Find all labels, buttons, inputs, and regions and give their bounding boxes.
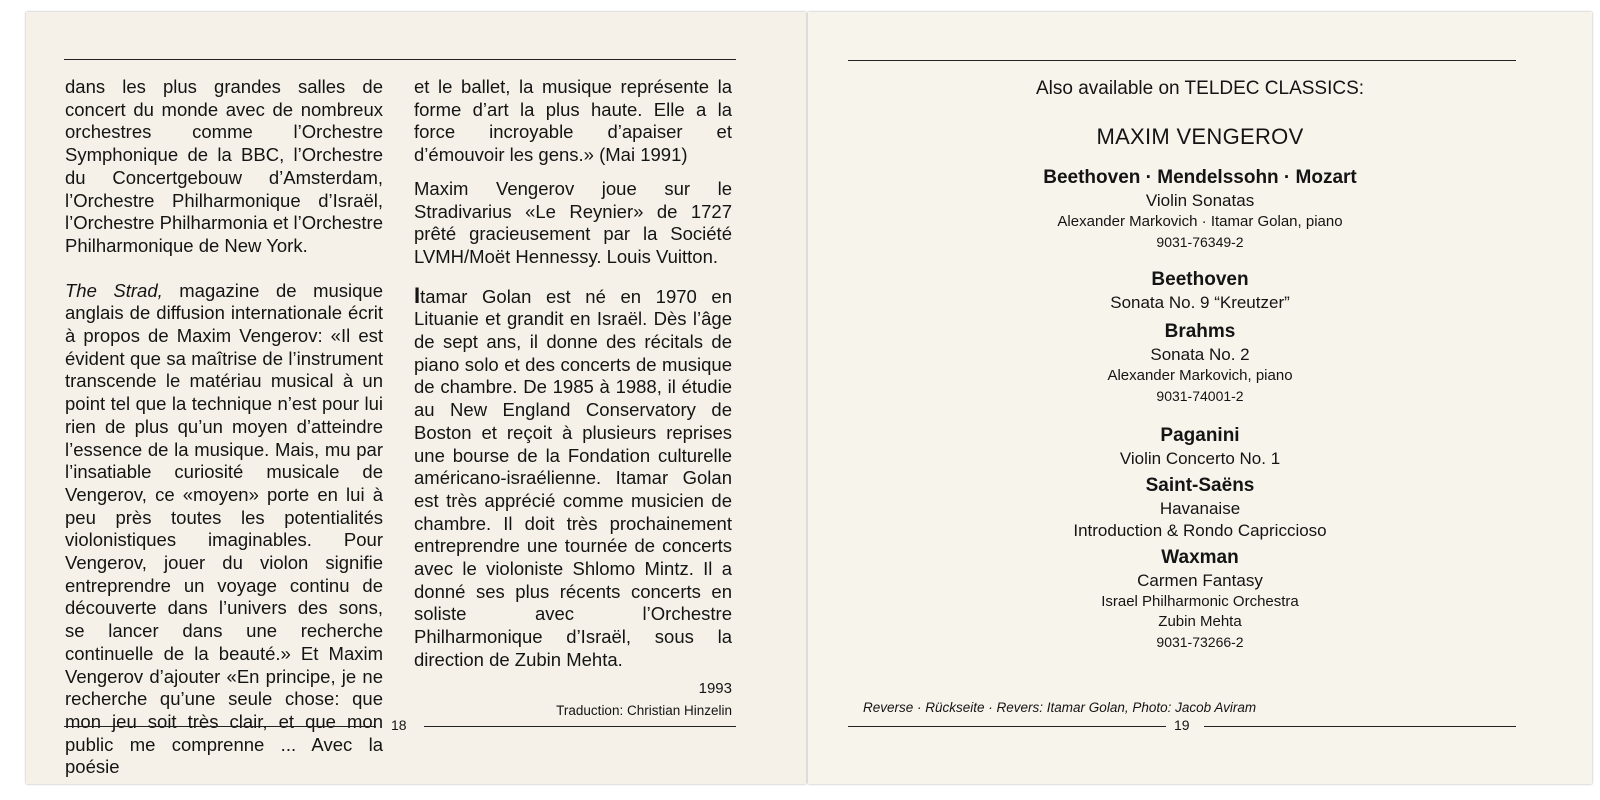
paragraph-strad-text: magazine de musique anglais de diffusion internationale écrit à propos de Maxim Vengerov: «Il est évident que sa maîtrise de l’instrument transcende le matériau musical à un point tel que la technique n’est pour lui rien de plus qu’un moyen d’atteindre l’essence de la musique. Mais, mu par l’insatiable curiosité musicale de Vengerov, ce «moyen» porte en lui à peu près toutes les potentialités violonistiques imaginables. Pour Vengerov, jouer du violon signifie entreprendre un voyage continu de découverte dans l’univers des sons, se lancer dans une recherche continuelle de la beauté.» Et Maxim Vengerov d’ajouter «En principe, je ne recherche qu’une seule chose: que mon jeu soit très clair, et que mon public me comprenne ... Avec la poésie xyxy=(65,279,383,778)
composer: Waxman xyxy=(1161,547,1239,568)
paragraph-itamar-golan xyxy=(414,282,732,672)
composers: Beethoven · Mendelssohn · Mozart xyxy=(1043,167,1357,188)
top-rule xyxy=(64,59,736,60)
work: Sonata No. 2 xyxy=(1150,345,1250,364)
composer: Paganini xyxy=(1160,425,1240,446)
composer: Beethoven xyxy=(1151,269,1249,290)
performers: Alexander Markovich · Itamar Golan, piano xyxy=(1057,213,1343,230)
work: Violin Concerto No. 1 xyxy=(1119,449,1281,468)
year: 1993 xyxy=(698,679,732,697)
bottom-rule-left xyxy=(64,726,376,727)
paragraph-stradivarius: Maxim Vengerov joue sur le Stradivarius «Le Reynier» de 1727 prêté gracieusement par la Société LVMH/Moët Hennessy. Louis Vuitton. xyxy=(414,177,732,267)
paragraph-golan-text: tamar Golan est né en 1970 en Lituanie et grandit en Israël. Dès l’âge de sept ans, il donne des récitals de piano solo et des concerts de musique de chambre. De 1985 à 1988, il étudie au New England Conservatory de Boston et reçoit à plusieurs reprises une bourse de la Fondation culturelle américano-israélienne. Itamar Golan est très apprécié comme musicien de chambre. Il doit très prochainement entreprendre une tournée de concerts avec le violoniste Shlomo Mintz. Il a donné ses plus récents concerts en soliste avec l’Orchestre Philharmonique d’Israël, sous la direction de Zubin Mehta. xyxy=(414,285,732,670)
orchestra: Israel Philharmonic Orchestra xyxy=(1101,593,1299,610)
work: Carmen Fantasy xyxy=(1137,571,1263,590)
release-3 xyxy=(808,424,1592,652)
page-number: 19 xyxy=(1174,717,1190,733)
translation-credit: Traduction: Christian Hinzelin xyxy=(556,703,732,719)
initial-letter: I xyxy=(414,282,421,308)
composer: Saint-Saëns xyxy=(1145,475,1255,496)
page-number: 18 xyxy=(391,717,407,733)
magazine-title: The Strad, xyxy=(65,279,163,301)
left-column xyxy=(65,76,383,779)
right-page xyxy=(808,12,1592,784)
paragraph-orchestras: dans les plus grandes salles de concert du monde avec de nombreux orchestres comme l’Orchestre Symphonique de la BBC, l’Orchestre du Concertgebouw d’Amsterdam, l’Orchestre Philharmonique d’Israël, l’Orchestre Philharmonia et l’Orchestre Philharmonique de New York. xyxy=(65,76,383,256)
left-page xyxy=(26,12,806,784)
catalog-list xyxy=(808,78,1592,652)
photo-caption: Reverse · Rückseite · Revers: Itamar Golan, Photo: Jacob Aviram xyxy=(863,700,1257,715)
release-2 xyxy=(808,268,1592,406)
catalog-number: 9031-76349-2 xyxy=(1156,234,1244,250)
work: Sonata No. 9 “Kreutzer” xyxy=(1110,293,1290,312)
right-column xyxy=(414,76,732,723)
paragraph-the-strad xyxy=(65,280,383,779)
top-rule xyxy=(848,60,1516,61)
work: Violin Sonatas xyxy=(1145,191,1255,210)
bottom-rule-right xyxy=(424,726,736,727)
artist-name: MAXIM VENGEROV xyxy=(1096,124,1304,149)
catalog-number: 9031-73266-2 xyxy=(1156,634,1244,650)
performers: Alexander Markovich, piano xyxy=(1107,367,1293,384)
catalog-heading: Also available on TELDEC CLASSICS: xyxy=(1035,78,1365,99)
work: Havanaise xyxy=(1159,499,1241,518)
bottom-rule-right xyxy=(1204,726,1516,727)
work: Introduction & Rondo Capriccioso xyxy=(1073,521,1327,540)
paragraph-ballet: et le ballet, la musique représente la forme d’art la plus haute. Elle a la force incroyable d’apaiser et d’émouvoir les gens.» (Mai 1991) xyxy=(414,76,732,166)
composer: Brahms xyxy=(1164,321,1236,342)
catalog-number: 9031-74001-2 xyxy=(1156,388,1244,404)
release-1 xyxy=(808,166,1592,252)
conductor: Zubin Mehta xyxy=(1158,613,1242,630)
bottom-rule-left xyxy=(848,726,1166,727)
